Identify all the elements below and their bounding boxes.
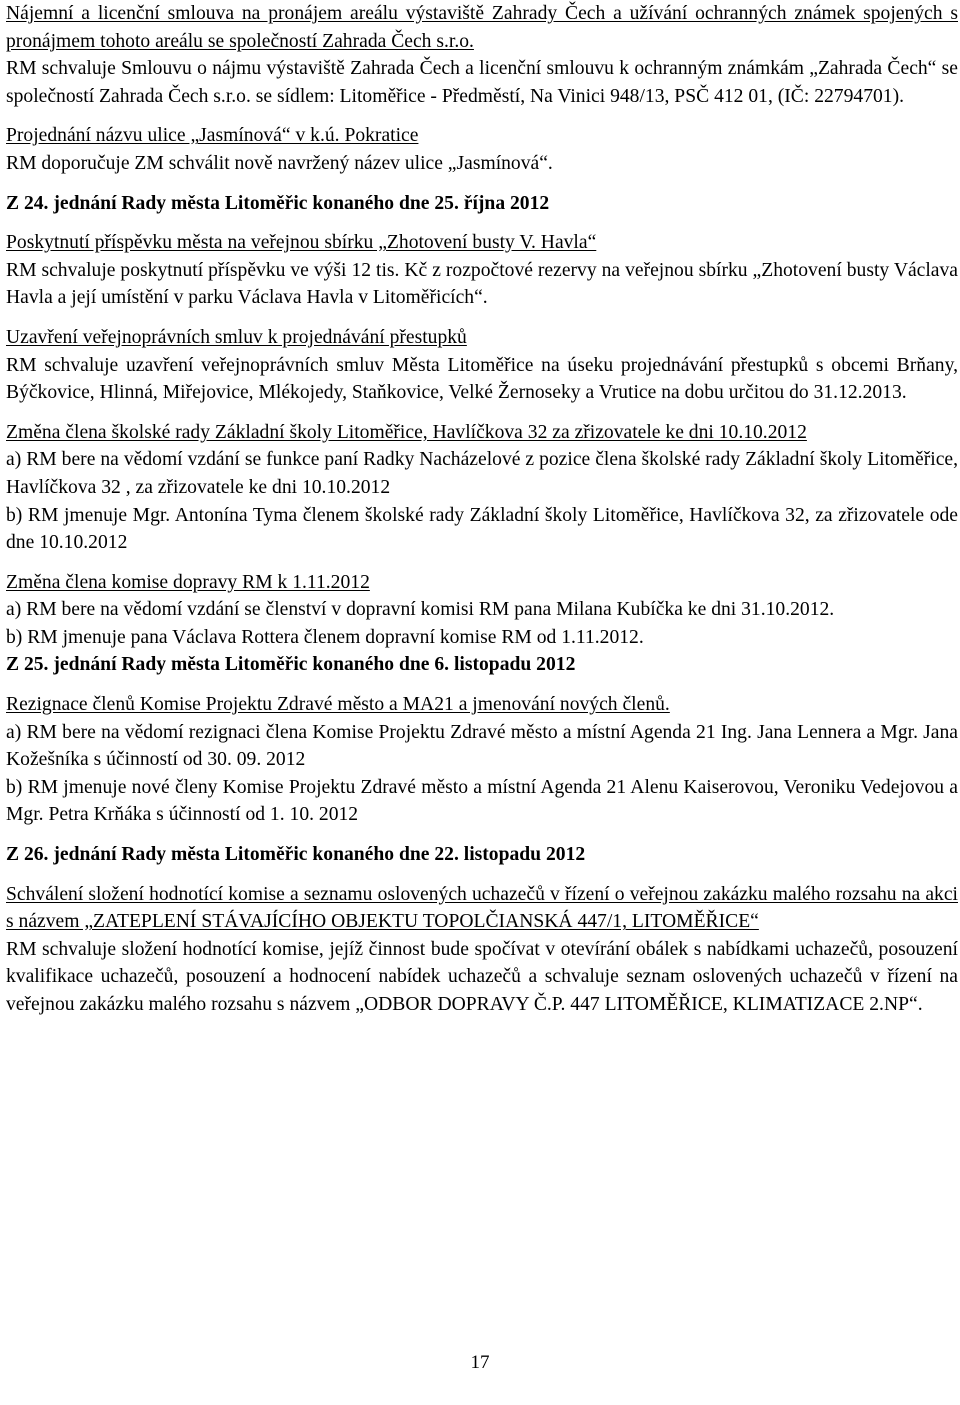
heading-public-contracts: Uzavření veřejnoprávních smluv k projednávání přestupků: [6, 326, 467, 348]
heading-healthy-city: Rezignace členů Komise Projektu Zdravé město a MA21 a jmenování nových členů.: [6, 694, 670, 716]
meeting-heading-z26: Z 26. jednání Rady města Litoměřic konaného dne 22. listopadu 2012: [6, 844, 586, 866]
resolution-lease-agreement: RM schvaluje Smlouvu o nájmu výstaviště Zahrada Čech a licenční smlouvu k ochranným známkám „Zahrada Čech“ se společností Zahrada Čech s.r.o. se sídlem: Litoměřice - Předměstí, Na Vinici 948/13, PSČ 412 01, (IČ: 22794701).: [6, 58, 958, 107]
resolution-healthy-city-b: b) RM jmenuje nové členy Komise Projektu Zdravé město a místní Agenda 21 Alenu Kaiserovou, Veroniku Vedejovou a Mgr. Petra Krňáka s účinností od 1. 10. 2012: [6, 776, 958, 826]
heading-bust-contribution: Poskytnutí příspěvku města na veřejnou sbírku „Zhotovení busty V. Havla“: [6, 232, 597, 254]
resolution-public-contracts: RM schvaluje uzavření veřejnoprávních smluv Města Litoměřice na úseku projednávání přestupků s obcemi Brňany, Býčkovice, Hlinná, Miřejovice, Mlékojedy, Staňkovice, Velké Žernoseky a Vrutice na dobu určitou do 31.12.2013.: [6, 354, 958, 404]
heading-lease-agreement: Nájemní a licenční smlouva na pronájem areálu výstaviště Zahrady Čech a užívání ochranných známek spojených s pronájmem tohoto areálu se společností Zahrada Čech s.r.o.: [6, 3, 958, 52]
resolution-street-name: RM doporučuje ZM schválit nově navržený název ulice „Jasmínová“.: [6, 152, 553, 174]
resolution-healthy-city-a: a) RM bere na vědomí rezignaci člena Komise Projektu Zdravé město a místní Agenda 21 Ing. Jana Lennera a Mgr. Jana Kožešníka s účinností od 30. 09. 2012: [6, 721, 958, 771]
document-body: [6, 0, 958, 1019]
resolution-bust-contribution: RM schvaluje poskytnutí příspěvku ve výši 12 tis. Kč z rozpočtové rezervy na veřejnou sbírku „Zhotovení busty Václava Havla a její umístění v parku Václava Havla v Litoměřicích“.: [6, 259, 958, 309]
heading-school-council: Změna člena školské rady Základní školy Litoměřice, Havlíčkova 32 za zřizovatele ke dni 10.10.2012: [6, 421, 807, 443]
resolution-transport-committee-a: a) RM bere na vědomí vzdání se členství v dopravní komisi RM pana Milana Kubíčka ke dni 31.10.2012.: [6, 599, 835, 621]
meeting-heading-z25: Z 25. jednání Rady města Litoměřic konaného dne 6. listopadu 2012: [6, 654, 576, 676]
heading-evaluation-committee: Schválení složení hodnotící komise a seznamu oslovených uchazečů v řízení o veřejnou zakázku malého rozsahu na akci s názvem „ZATEPLENÍ STÁVAJÍCÍHO OBJEKTU TOPOLČIANSKÁ 447/1, LITOMĚŘICE“: [6, 883, 958, 933]
resolution-evaluation-committee: RM schvaluje složení hodnotící komise, jejíž činnost bude spočívat v otevírání obálek s nabídkami uchazečů, posouzení kvalifikace uchazečů, posouzení a hodnocení nabídek uchazečů a schvaluje seznam oslovených uchazečů v řízení na veřejnou zakázku malého rozsahu s názvem „ODBOR DOPRAVY Č.P. 447 LITOMĚŘICE, KLIMATIZACE 2.NP“.: [6, 938, 958, 1015]
heading-street-name: Projednání názvu ulice „Jasmínová“ v k.ú. Pokratice: [6, 125, 419, 147]
page-number: 17: [470, 1352, 490, 1373]
resolution-school-council-a: a) RM bere na vědomí vzdání se funkce paní Radky Nacházelové z pozice člena školské rady Základní školy Litoměřice, Havlíčkova 32 , za zřizovatele ke dni 10.10.2012: [6, 449, 958, 498]
meeting-heading-z24: Z 24. jednání Rady města Litoměřic konaného dne 25. října 2012: [6, 192, 550, 214]
heading-transport-committee: Změna člena komise dopravy RM k 1.11.2012: [6, 571, 370, 593]
resolution-transport-committee-b: b) RM jmenuje pana Václava Rottera členem dopravní komise RM od 1.11.2012.: [6, 626, 644, 648]
resolution-school-council-b: b) RM jmenuje Mgr. Antonína Tyma členem školské rady Základní školy Litoměřice, Havlíčkova 32, za zřizovatele ode dne 10.10.2012: [6, 504, 958, 554]
